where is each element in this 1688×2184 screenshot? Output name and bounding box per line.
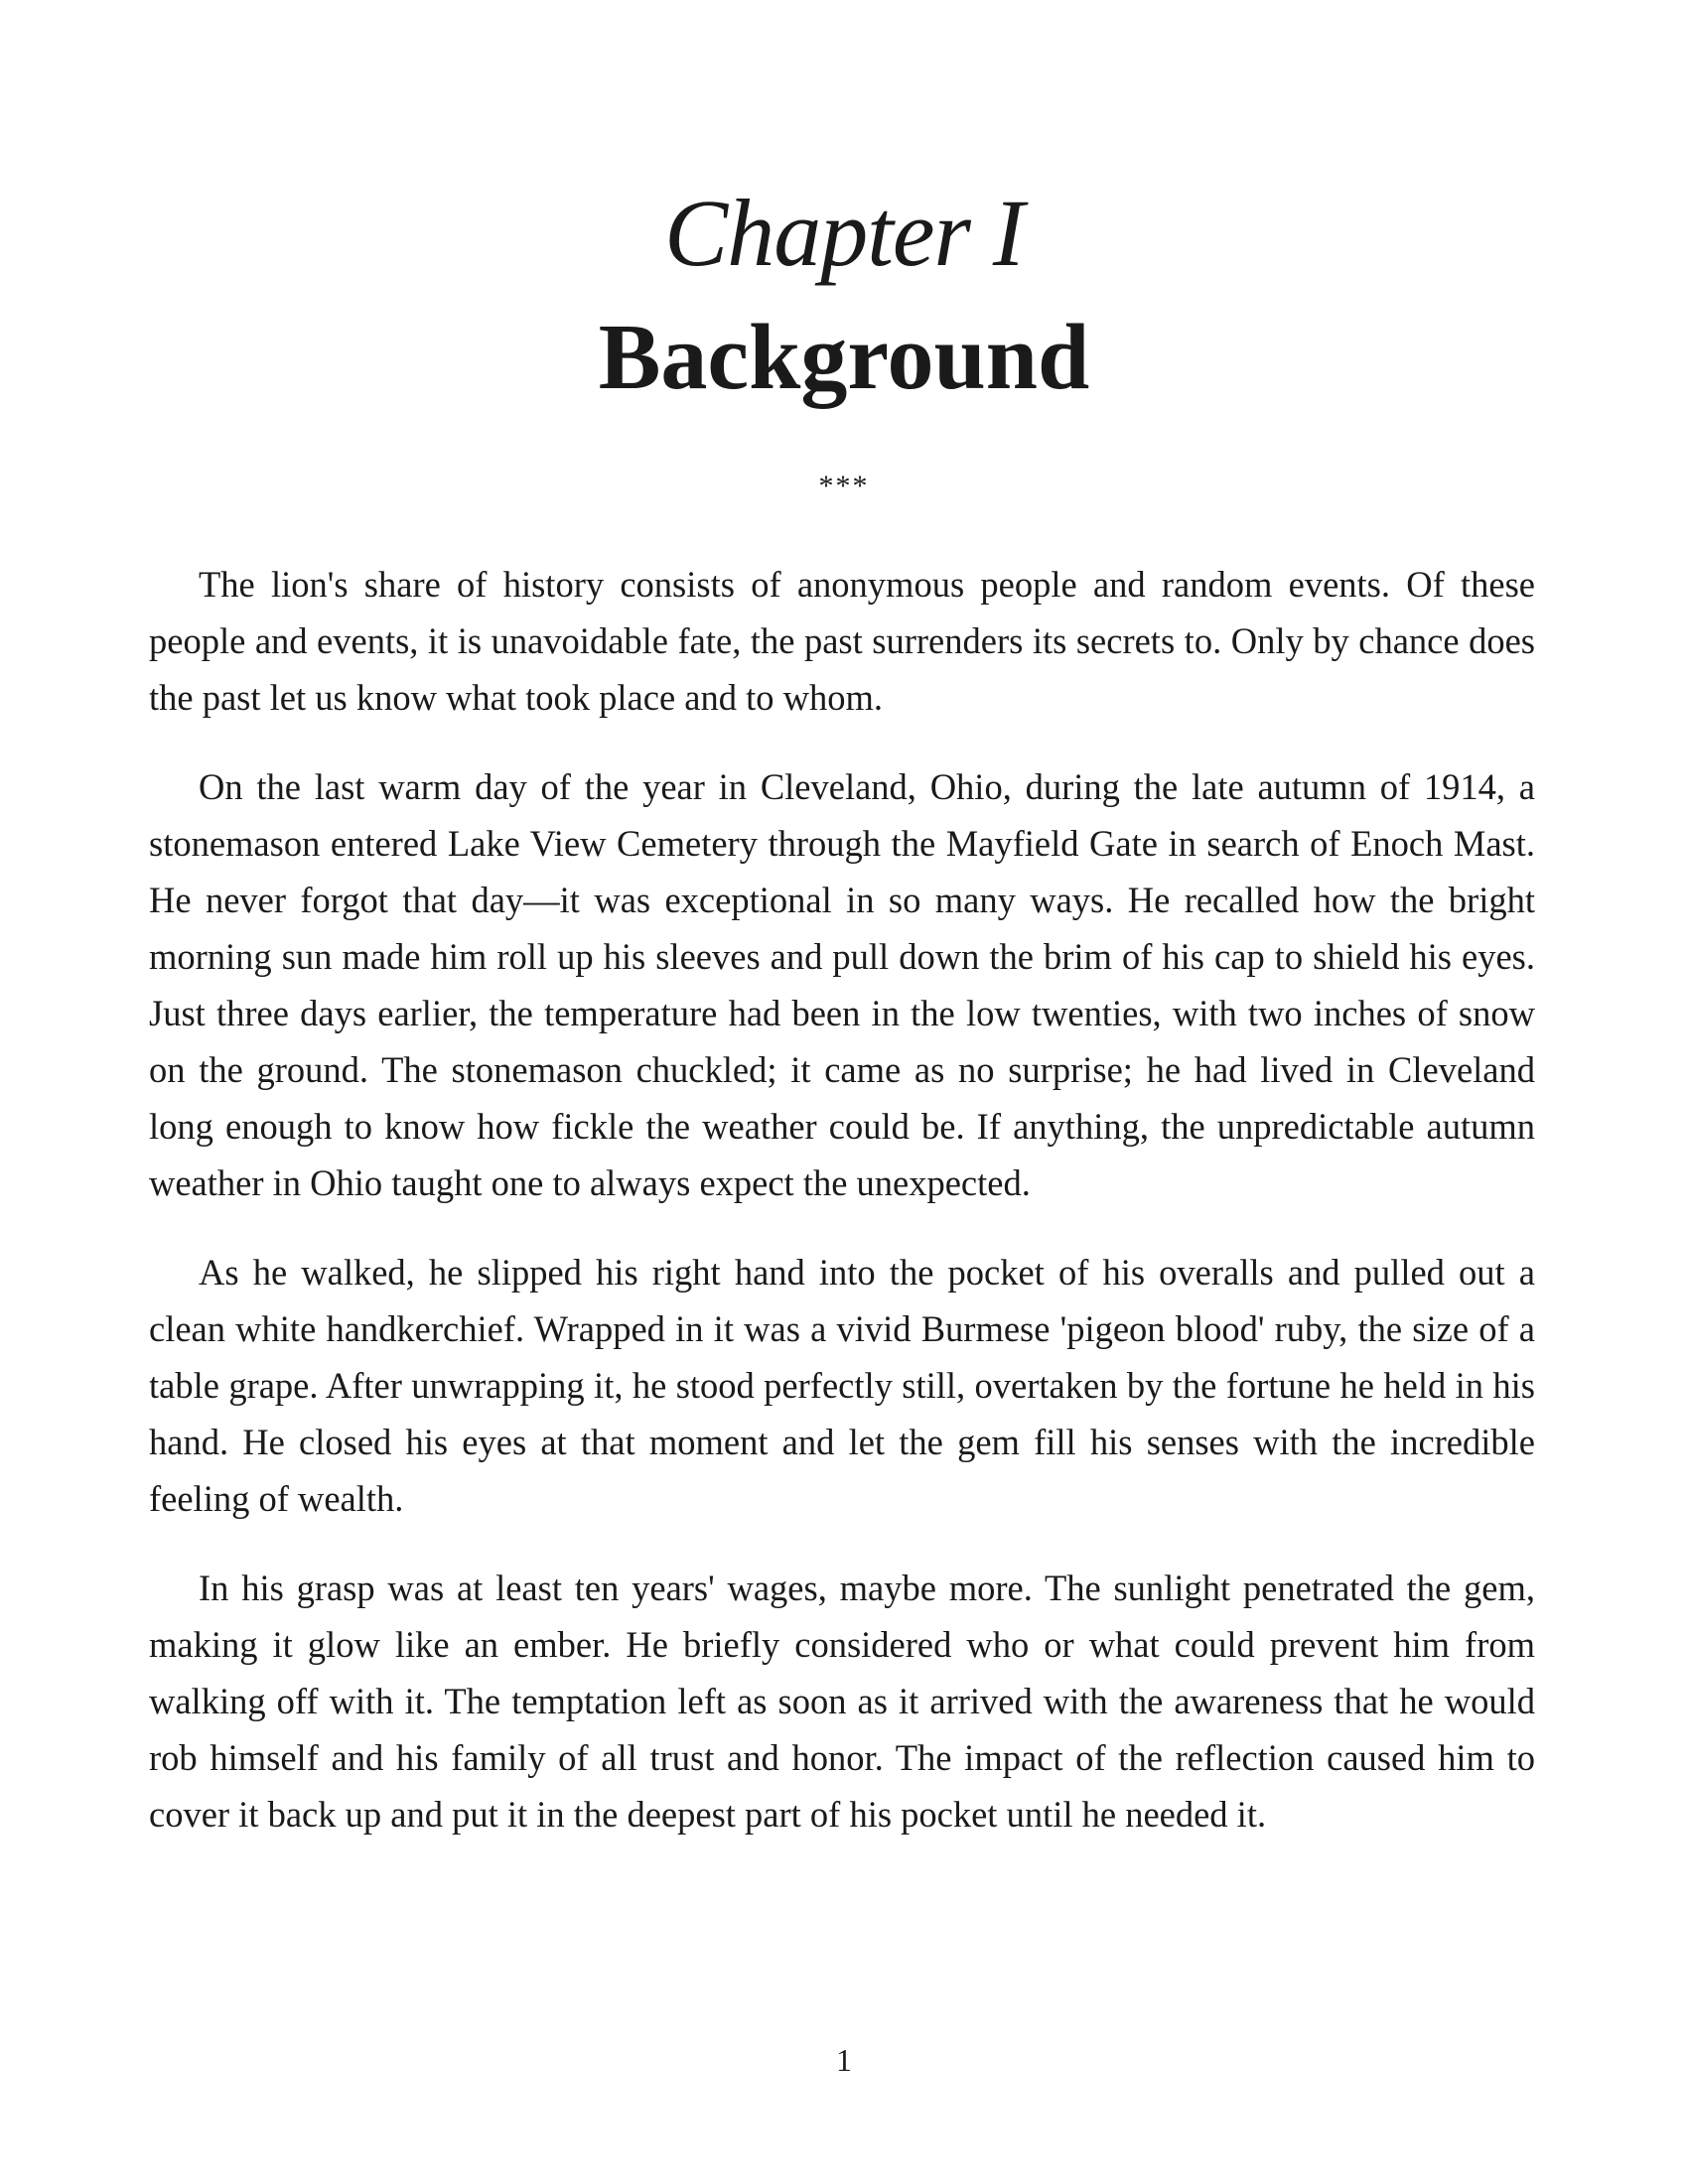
section-separator: *** <box>818 470 870 502</box>
paragraph-3: As he walked, he slipped his right hand into the pocket of his overalls and pulled out a clean white handkerchief. Wrapped in it was a vivid Burmese 'pigeon blood' ruby, the size of a table grape. After unwrapping it, he stood perfectly still, overtaken by the fortune he held in his hand. He closed his eyes at that moment and let the gem fill his senses with the incredible feeling of wealth. <box>149 1252 1535 1519</box>
paragraph-4: In his grasp was at least ten years' wages, maybe more. The sunlight penetrated the gem, making it glow like an ember. He briefly considered who or what could prevent him from walking off with it. The temptation left as soon as it arrived with the awareness that he would rob himself and his family of all trust and honor. The impact of the reflection caused him to cover it back up and put it in the deepest part of his pocket until he needed it. <box>149 1568 1535 1835</box>
paragraph-1: The lion's share of history consists of anonymous people and random events. Of these people and events, it is unavoidable fate, the past surrenders its secrets to. Only by chance does the past let us know what took place and to whom. <box>149 564 1535 718</box>
chapter-title: Background <box>598 306 1090 409</box>
paragraph-2: On the last warm day of the year in Cleveland, Ohio, during the late autumn of 1914, a stonemason entered Lake View Cemetery through the Mayfield Gate in search of Enoch Mast. He never forgot that day—it was exceptional in so many ways. He recalled how the bright morning sun made him roll up his sleeves and pull down the brim of his cap to shield his eyes. Just three days earlier, the temperature had been in the low twenties, with two inches of snow on the ground. The stonemason chuckled; it came as no surprise; he had lived in Cleveland long enough to know how fickle the weather could be. If anything, the unpredictable autumn weather in Ohio taught one to always expect the unexpected. <box>149 766 1535 1203</box>
chapter-body <box>149 556 1535 1875</box>
page-number: 1 <box>836 2042 852 2078</box>
chapter-number: Chapter I <box>664 180 1024 286</box>
